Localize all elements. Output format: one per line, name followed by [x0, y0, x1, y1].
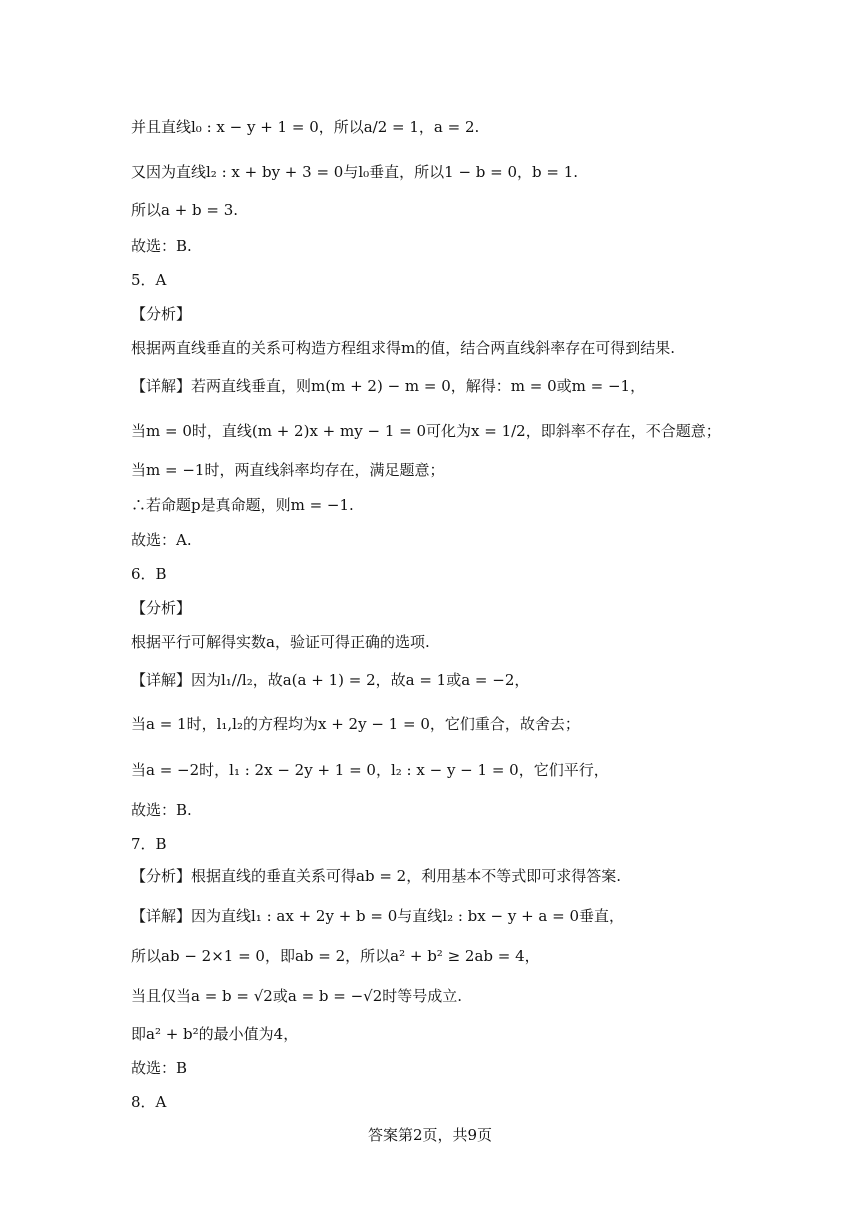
text-line: 当且仅当a = b = √2或a = b = −√2时等号成立.	[131, 987, 463, 1005]
text-line: 故选：B.	[131, 801, 192, 819]
text-line: ∴若命题p是真命题，则m = −1.	[131, 496, 354, 514]
section-heading: 【分析】	[131, 305, 192, 323]
text-line: 当a = −2时，l₁ : 2x − 2y + 1 = 0，l₂ : x − y − 1 = 0，它们平行，	[131, 761, 609, 779]
text-line: 当m = −1时，两直线斜率均存在，满足题意；	[131, 461, 445, 479]
text-line: 又因为直线l₂ : x + by + 3 = 0与l₀垂直，所以1 − b = 0，b = 1.	[131, 163, 579, 181]
question-number: 8．A	[131, 1093, 167, 1111]
text-line: 当a = 1时，l₁,l₂的方程均为x + 2y − 1 = 0，它们重合，故舍去；	[131, 715, 580, 733]
question-number: 7．B	[131, 835, 167, 853]
text-line: 故选：A.	[131, 531, 192, 549]
text-line: 【详解】因为l₁//l₂，故a(a + 1) = 2，故a = 1或a = −2，	[131, 671, 530, 689]
text-line: 所以ab − 2×1 = 0，即ab = 2，所以a² + b² ≥ 2ab = 4，	[131, 947, 540, 965]
section-heading: 【分析】	[131, 599, 192, 617]
text-line: 根据两直线垂直的关系可构造方程组求得m的值，结合两直线斜率存在可得到结果.	[131, 339, 675, 357]
text-line: 并且直线l₀ : x − y + 1 = 0，所以a/2 = 1，a = 2.	[131, 118, 480, 136]
page-footer: 答案第2页，共9页	[367, 1126, 493, 1144]
text-line: 即a² + b²的最小值为4，	[131, 1025, 299, 1043]
text-line: 【详解】因为直线l₁ : ax + 2y + b = 0与直线l₂ : bx − y + a = 0垂直，	[131, 907, 625, 925]
text-line: 故选：B.	[131, 237, 192, 255]
text-line: 所以a + b = 3.	[131, 201, 239, 219]
text-line: 当m = 0时，直线(m + 2)x + my − 1 = 0可化为x = 1/2，即斜率不存在，不合题意；	[131, 422, 721, 440]
text-line: 【分析】根据直线的垂直关系可得ab = 2，利用基本不等式即可求得答案.	[131, 867, 621, 885]
question-number: 5．A	[131, 271, 167, 289]
text-line: 故选：B	[131, 1059, 188, 1077]
text-line: 根据平行可解得实数a，验证可得正确的选项.	[131, 633, 430, 651]
question-number: 6．B	[131, 565, 167, 583]
text-line: 【详解】若两直线垂直，则m(m + 2) − m = 0，解得：m = 0或m = −1，	[131, 377, 646, 395]
